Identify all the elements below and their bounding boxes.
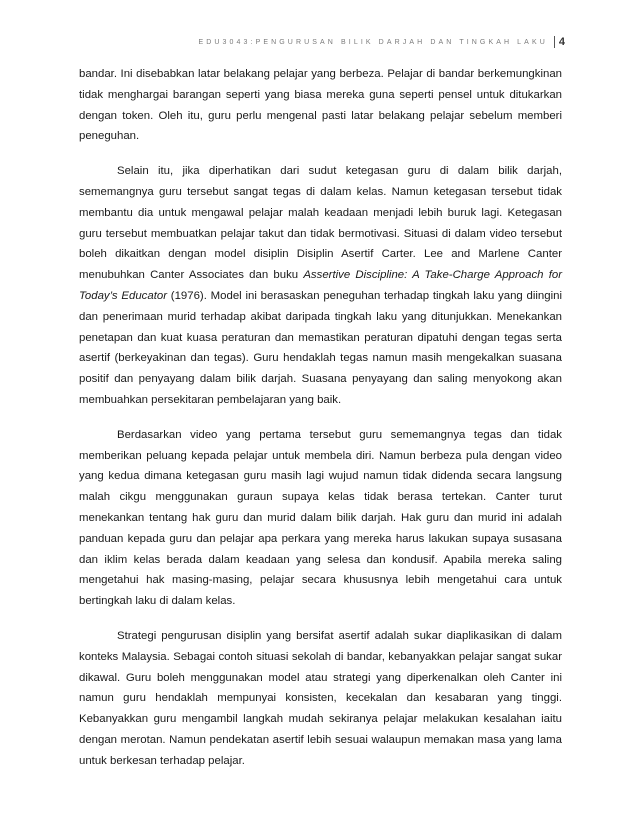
paragraph-2-text-a: Selain itu, jika diperhatikan dari sudut ketegasan guru di dalam bilik darjah, sememangnya guru tersebut sangat tegas di dalam kelas. Namun ketegasan tersebut tidak membantu dia untuk mengawal pelajar malah keadaan menjadi lebih buruk lagi. Ketegasan guru tersebut membuatkan pelajar takut dan tidak bermotivasi. Situasi di dalam video tersebut boleh dikaitkan dengan model disiplin Disiplin Asertif Carter. Lee and Marlene Canter menubuhkan Canter Associates dan buku (79, 165, 562, 282)
document-body (79, 64, 562, 786)
paragraph-3-text: Berdasarkan video yang pertama tersebut guru sememangnya tegas dan tidak memberikan peluang kepada pelajar untuk membela diri. Namun berbeza pula dengan video yang kedua dimana ketegasan guru masih lagi wujud namun tidak didenda secara langsung malah cikgu menggunakan guraun supaya kelas tidak berasa tertekan. Canter turut menekankan tentang hak guru dan murid dalam bilik darjah. Hak guru dan murid ini adalah panduan kepada guru dan pelajar apa perkara yang mereka harus lakukan supaya susasana dan iklim kelas berada dalam keadaan yang selesa dan kondusif. Apabila mereka saling mengetahui hak masing-masing, pelajar secara khususnya lebih mengetahui cara untuk bertingkah laku di dalam kelas. (79, 428, 562, 608)
paragraph-2-text-b: (1976). Model ini berasaskan peneguhan terhadap tingkah laku yang diingini dan penerimaan murid terhadap akibat daripada tingkah laku yang ditunjukkan. Menekankan penetapan dan kuat kuasa peraturan dan memastikan peraturan dipatuhi dengan tegas serta asertif (berkeyakinan dan tegas). Guru hendaklah tegas namun masih mengekalkan suasana positif dan penyayang dalam bilik darjah. Suasana penyayang dan saling menyokong akan membuahkan persekitaran pembelajaran yang baik. (79, 289, 562, 406)
paragraph-1-text: bandar. Ini disebabkan latar belakang pelajar yang berbeza. Pelajar di bandar berkemungkinan tidak menghargai barangan seperti yang biasa mereka guna seperti pensel untuk ditukarkan dengan token. Oleh itu, guru perlu mengenal pasti latar belakang pelajar sebelum memberi peneguhan. (79, 68, 562, 143)
paragraph-4 (79, 626, 562, 772)
header-divider (554, 36, 555, 48)
page-header (198, 36, 565, 48)
paragraph-2 (79, 161, 562, 411)
course-title: EDU3043:PENGURUSAN BILIK DARJAH DAN TINGKAH LAKU (198, 38, 548, 46)
paragraph-3 (79, 425, 562, 612)
page-number: 4 (558, 36, 565, 48)
paragraph-1 (79, 64, 562, 147)
paragraph-4-text: Strategi pengurusan disiplin yang bersifat asertif adalah sukar diaplikasikan di dalam konteks Malaysia. Sebagai contoh situasi sekolah di bandar, kebanyakkan pelajar sangat sukar dikawal. Guru boleh menggunakan model atau strategi yang diperkenalkan oleh Canter ini namun guru hendaklah mempunyai konsisten, kecekalan dan kesabaran yang tinggi. Kebanyakkan guru mengambil langkah mudah sekiranya pelajar melakukan kesalahan iaitu dengan merotan. Namun pendekatan asertif lebih sesuai walaupun memakan masa yang lama untuk berkesan terhadap pelajar. (79, 629, 562, 767)
book-title: Assertive Discipline: A Take-Charge Approach for Today’s Educator (79, 269, 563, 302)
